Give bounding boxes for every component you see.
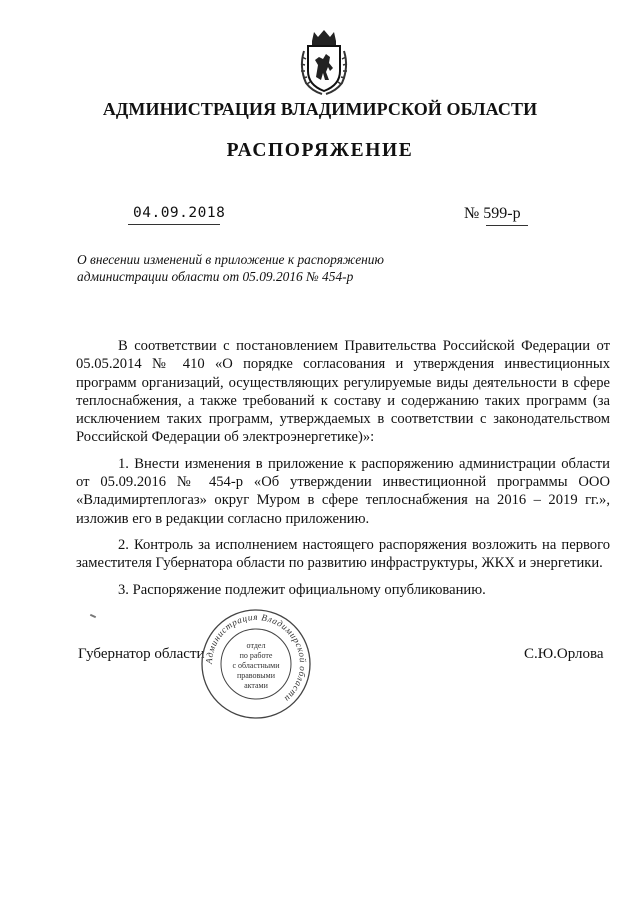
stamp-line-1: отдел — [246, 641, 266, 650]
date-underline — [128, 224, 220, 225]
document-type-heading: РАСПОРЯЖЕНИЕ — [226, 140, 414, 161]
document-subject — [77, 251, 417, 285]
signatory-role: Губернатор области — [78, 646, 205, 662]
coat-of-arms-icon — [296, 27, 352, 97]
number-underline — [486, 225, 528, 226]
body-item-2: 2. Контроль за исполнением настоящего распоряжения возложить на первого заместителя Губернатора области по развитию инфраструктуры, ЖКХ и энергетики. — [76, 536, 610, 572]
official-stamp — [200, 608, 312, 720]
stamp-ring-text: Администрация Владимирской области — [203, 611, 309, 705]
margin-mark — [90, 614, 96, 618]
body-item-3: 3. Распоряжение подлежит официальному опубликованию. — [118, 581, 486, 598]
signatory-name: С.Ю.Орлова — [524, 646, 604, 662]
stamp-line-5: актами — [244, 681, 268, 690]
document-date: 04.09.2018 — [133, 205, 226, 221]
stamp-line-4: правовыми — [236, 671, 276, 680]
subject-line-1: О внесении изменений в приложение к распоряжению — [77, 252, 384, 267]
document-body — [76, 337, 610, 607]
stamp-line-2: по работе — [239, 651, 273, 660]
document-number: № 599-р — [464, 205, 521, 222]
organization-title: АДМИНИСТРАЦИЯ ВЛАДИМИРСКОЙ ОБЛАСТИ — [102, 99, 538, 119]
stamp-line-3: с областными — [232, 661, 280, 670]
subject-line-2: администрации области от 05.09.2016 № 454-р — [77, 269, 354, 284]
body-preamble: В соответствии с постановлением Правительства Российской Федерации от 05.05.2014 № 410 «О порядке согласования и утверждения инвестиционных программ организаций, осуществляющих регулируемые виды деятельности в сфере теплоснабжения, а также требований к составу и содержанию таких программ (за исключением таких программ, утверждаемых в соответствии с законодательством Российской Федерации об электроэнергетике)»: — [76, 338, 610, 446]
body-item-1: 1. Внести изменения в приложение к распоряжению администрации области от 05.09.2016 № 454-р «Об утверждении инвестиционной программы ООО «Владимиртеплогаз» округ Муром в сфере теплоснабжения на 2016 – 2019 гг.», изложив его в редакции согласно приложению. — [76, 455, 610, 527]
